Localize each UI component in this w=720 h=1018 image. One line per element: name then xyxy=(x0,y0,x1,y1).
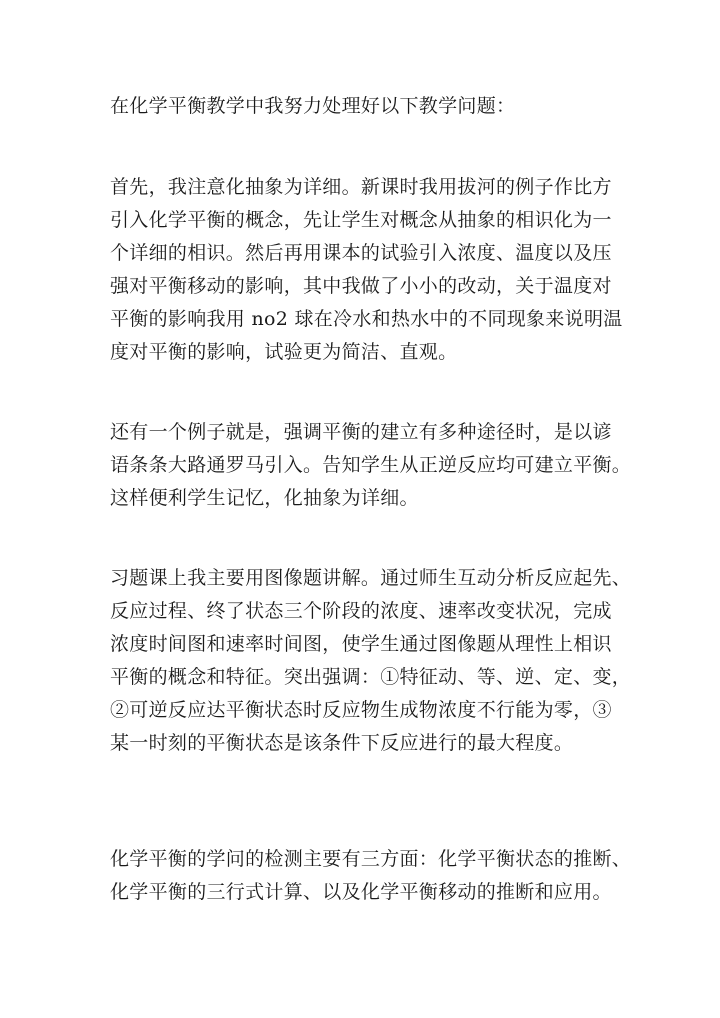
intro-line: 在化学平衡教学中我努力处理好以下教学问题： xyxy=(110,95,516,117)
paragraph-2 xyxy=(110,416,630,515)
paragraph-1-line-5: 平衡的影响我用 no2 球在冷水和热水中的不同现象来说明温 xyxy=(110,308,623,330)
paragraph-2-line-3: 这样便利学生记忆，化抽象为详细。 xyxy=(110,487,419,509)
paragraph-3-line-5: ②可逆反应达平衡状态时反应物生成物浓度不行能为零，③ xyxy=(110,699,612,721)
paragraph-4-line-2: 化学平衡的三行式计算、以及化学平衡移动的推断和应用。 xyxy=(110,881,612,903)
paragraph-3-line-2: 反应过程、终了状态三个阶段的浓度、速率改变状况，完成 xyxy=(110,600,612,622)
paragraph-3-line-3: 浓度时间图和速率时间图，使学生通过图像题从理性上相识 xyxy=(110,633,612,655)
paragraph-1-line-3: 个详细的相识。然后再用课本的试验引入浓度、温度以及压 xyxy=(110,242,612,264)
paragraph-1-line-4: 强对平衡移动的影响，其中我做了小小的改动，关于温度对 xyxy=(110,275,612,297)
paragraph-2-line-1: 还有一个例子就是，强调平衡的建立有多种途径时，是以谚 xyxy=(110,421,612,443)
intro-paragraph xyxy=(110,90,630,123)
paragraph-1-line-2: 引入化学平衡的概念，先让学生对概念从抽象的相识化为一 xyxy=(110,209,612,231)
paragraph-4 xyxy=(110,843,630,909)
paragraph-1-line-6: 度对平衡的影响，试验更为简洁、直观。 xyxy=(110,341,458,363)
paragraph-4-line-1: 化学平衡的学问的检测主要有三方面：化学平衡状态的推断、 xyxy=(110,848,632,870)
paragraph-3-line-1: 习题课上我主要用图像题讲解。通过师生互动分析反应起先、 xyxy=(110,567,632,589)
paragraph-1 xyxy=(110,171,630,369)
paragraph-1-line-1: 首先，我注意化抽象为详细。新课时我用拔河的例子作比方 xyxy=(110,176,612,198)
paragraph-3-line-6: 某一时刻的平衡状态是该条件下反应进行的最大程度。 xyxy=(110,732,574,754)
paragraph-2-line-2: 语条条大路通罗马引入。告知学生从正逆反应均可建立平衡。 xyxy=(110,454,632,476)
paragraph-3 xyxy=(110,562,630,760)
paragraph-3-line-4: 平衡的概念和特征。突出强调：①特征动、等、逆、定、变， xyxy=(110,666,632,688)
